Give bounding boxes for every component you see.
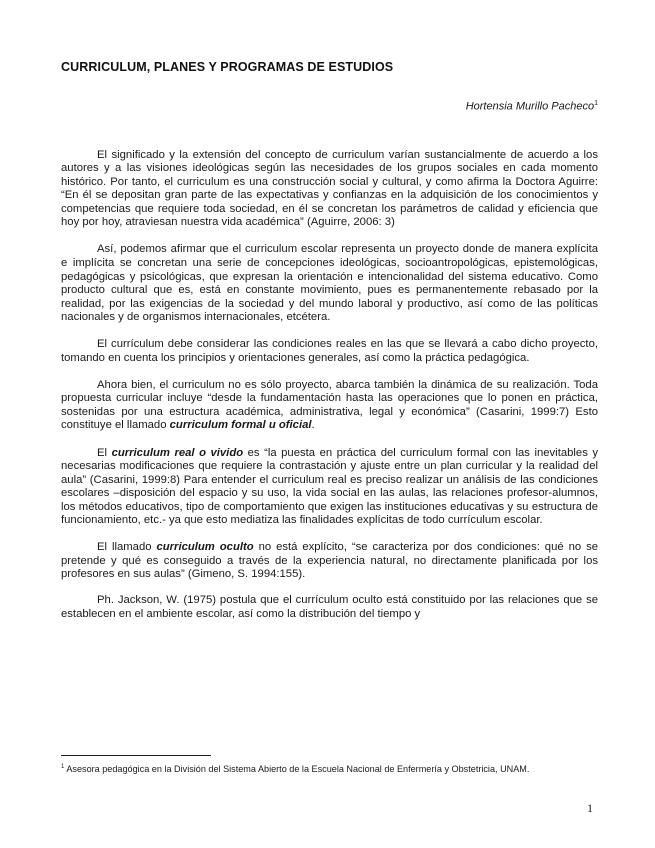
paragraph-3: El currículum debe considerar las condiciones reales en las que se llevará a cabo dicho proyecto, tomando en cuenta los principios y orientaciones generales, así como la práctica pedagógica. <box>61 338 598 364</box>
paragraph-4-end: . <box>311 419 315 432</box>
footnote-text: Asesora pedagógica en la División del Sistema Abierto de la Escuela Nacional de Enfermería y Obstetricia, UNAM. <box>64 764 530 775</box>
paragraph-4-text: Ahora bien, el curriculum no es sólo proyecto, abarca también la dinámica de su realización. Toda propuesta curricular incluye “desde la fundamentación hasta las operaciones que lo ponen en práctica, sostenidas por una estructura académica, administrativa, legal y económica” (Casarini, 1999:7) Esto constituye el llamado <box>61 378 598 432</box>
paragraph-6-text: no está explícito, “se caracteriza por dos condiciones: qué no se pretende y qué es conseguido a través de la experiencia natural, no directamente planificada por los profesores en sus aulas” (Gimeno, S. 1994:155). <box>61 541 599 581</box>
footnote-divider <box>61 755 211 756</box>
document-body <box>61 149 598 622</box>
paragraph-5 <box>61 447 598 528</box>
paragraph-2: Así, podemos afirmar que el curriculum escolar representa un proyecto donde de manera explícita e implícita se concretan una serie de concepciones ideológicas, socioantropológicas, epistemológicas, pedagógicas y psicológicas, que expresan la orientación e intencionalidad del sistema educativo. Como producto cultural que es, está en constante movimiento, pues es permanentemente rebasado por la realidad, por las exigencias de la sociedad y del mundo laboral y productivo, así como de las políticas nacionales y de organismos internacionales, etcétera. <box>61 243 598 324</box>
paragraph-5-text: es “la puesta en práctica del curriculum formal con las inevitables y necesarias modificaciones que requiere la contrastación y ajuste entre un plan curricular y la realidad del aula” (Casarini, 1999:8) Para entender el curriculum real es preciso realizar un análisis de las condiciones escolares –disposición del espacio y su uso, la vida social en las aulas, las relaciones profesor-alumnos, los métodos educativos, tipo de comportamiento que exigen las instituciones educativas y su estructura de funcionamiento, etc.- ya que esto mediatiza las finalidades explícitas de todo currículum escolar. <box>61 446 598 527</box>
document-page <box>61 60 598 635</box>
term-curriculum-formal: curriculum formal u oficial <box>169 419 312 432</box>
footnote <box>61 762 598 775</box>
page-number: 1 <box>587 801 593 815</box>
document-title: CURRICULUM, PLANES Y PROGRAMAS DE ESTUDIOS <box>61 60 394 74</box>
paragraph-7: Ph. Jackson, W. (1975) postula que el currículum oculto está constituido por las relaciones que se establecen en el ambiente escolar, así como la distribución del tiempo y <box>61 594 598 620</box>
author-line <box>61 100 598 113</box>
paragraph-6-start: El llamado <box>97 541 157 554</box>
paragraph-1: El significado y la extensión del concepto de curriculum varían sustancialmente de acuerdo a los autores y a las visiones ideológicas según las necesidades de los grupos sociales en cada momento histórico. Por tanto, el curriculum es una construcción social y cultural, y como afirma la Doctora Aguirre: “En él se depositan gran parte de las expectativas y confianzas en la adquisición de los conocimientos y competencias que requiere toda sociedad, en él se concretan los parámetros de calidad y eficiencia que hoy por hoy, atraviesan nuestra vida académica” (Aguirre, 2006: 3) <box>61 148 598 229</box>
paragraph-4 <box>61 379 598 433</box>
paragraph-6 <box>61 541 598 582</box>
term-curriculum-oculto: curriculum oculto <box>156 541 254 554</box>
footnote-mark: 1 <box>61 764 65 770</box>
term-curriculum-real: curriculum real o vivido <box>111 446 244 459</box>
author-name: Hortensia Murillo Pacheco <box>465 100 595 113</box>
paragraph-5-start: El <box>97 446 112 459</box>
author-footnote-mark[interactable]: 1 <box>594 100 598 107</box>
